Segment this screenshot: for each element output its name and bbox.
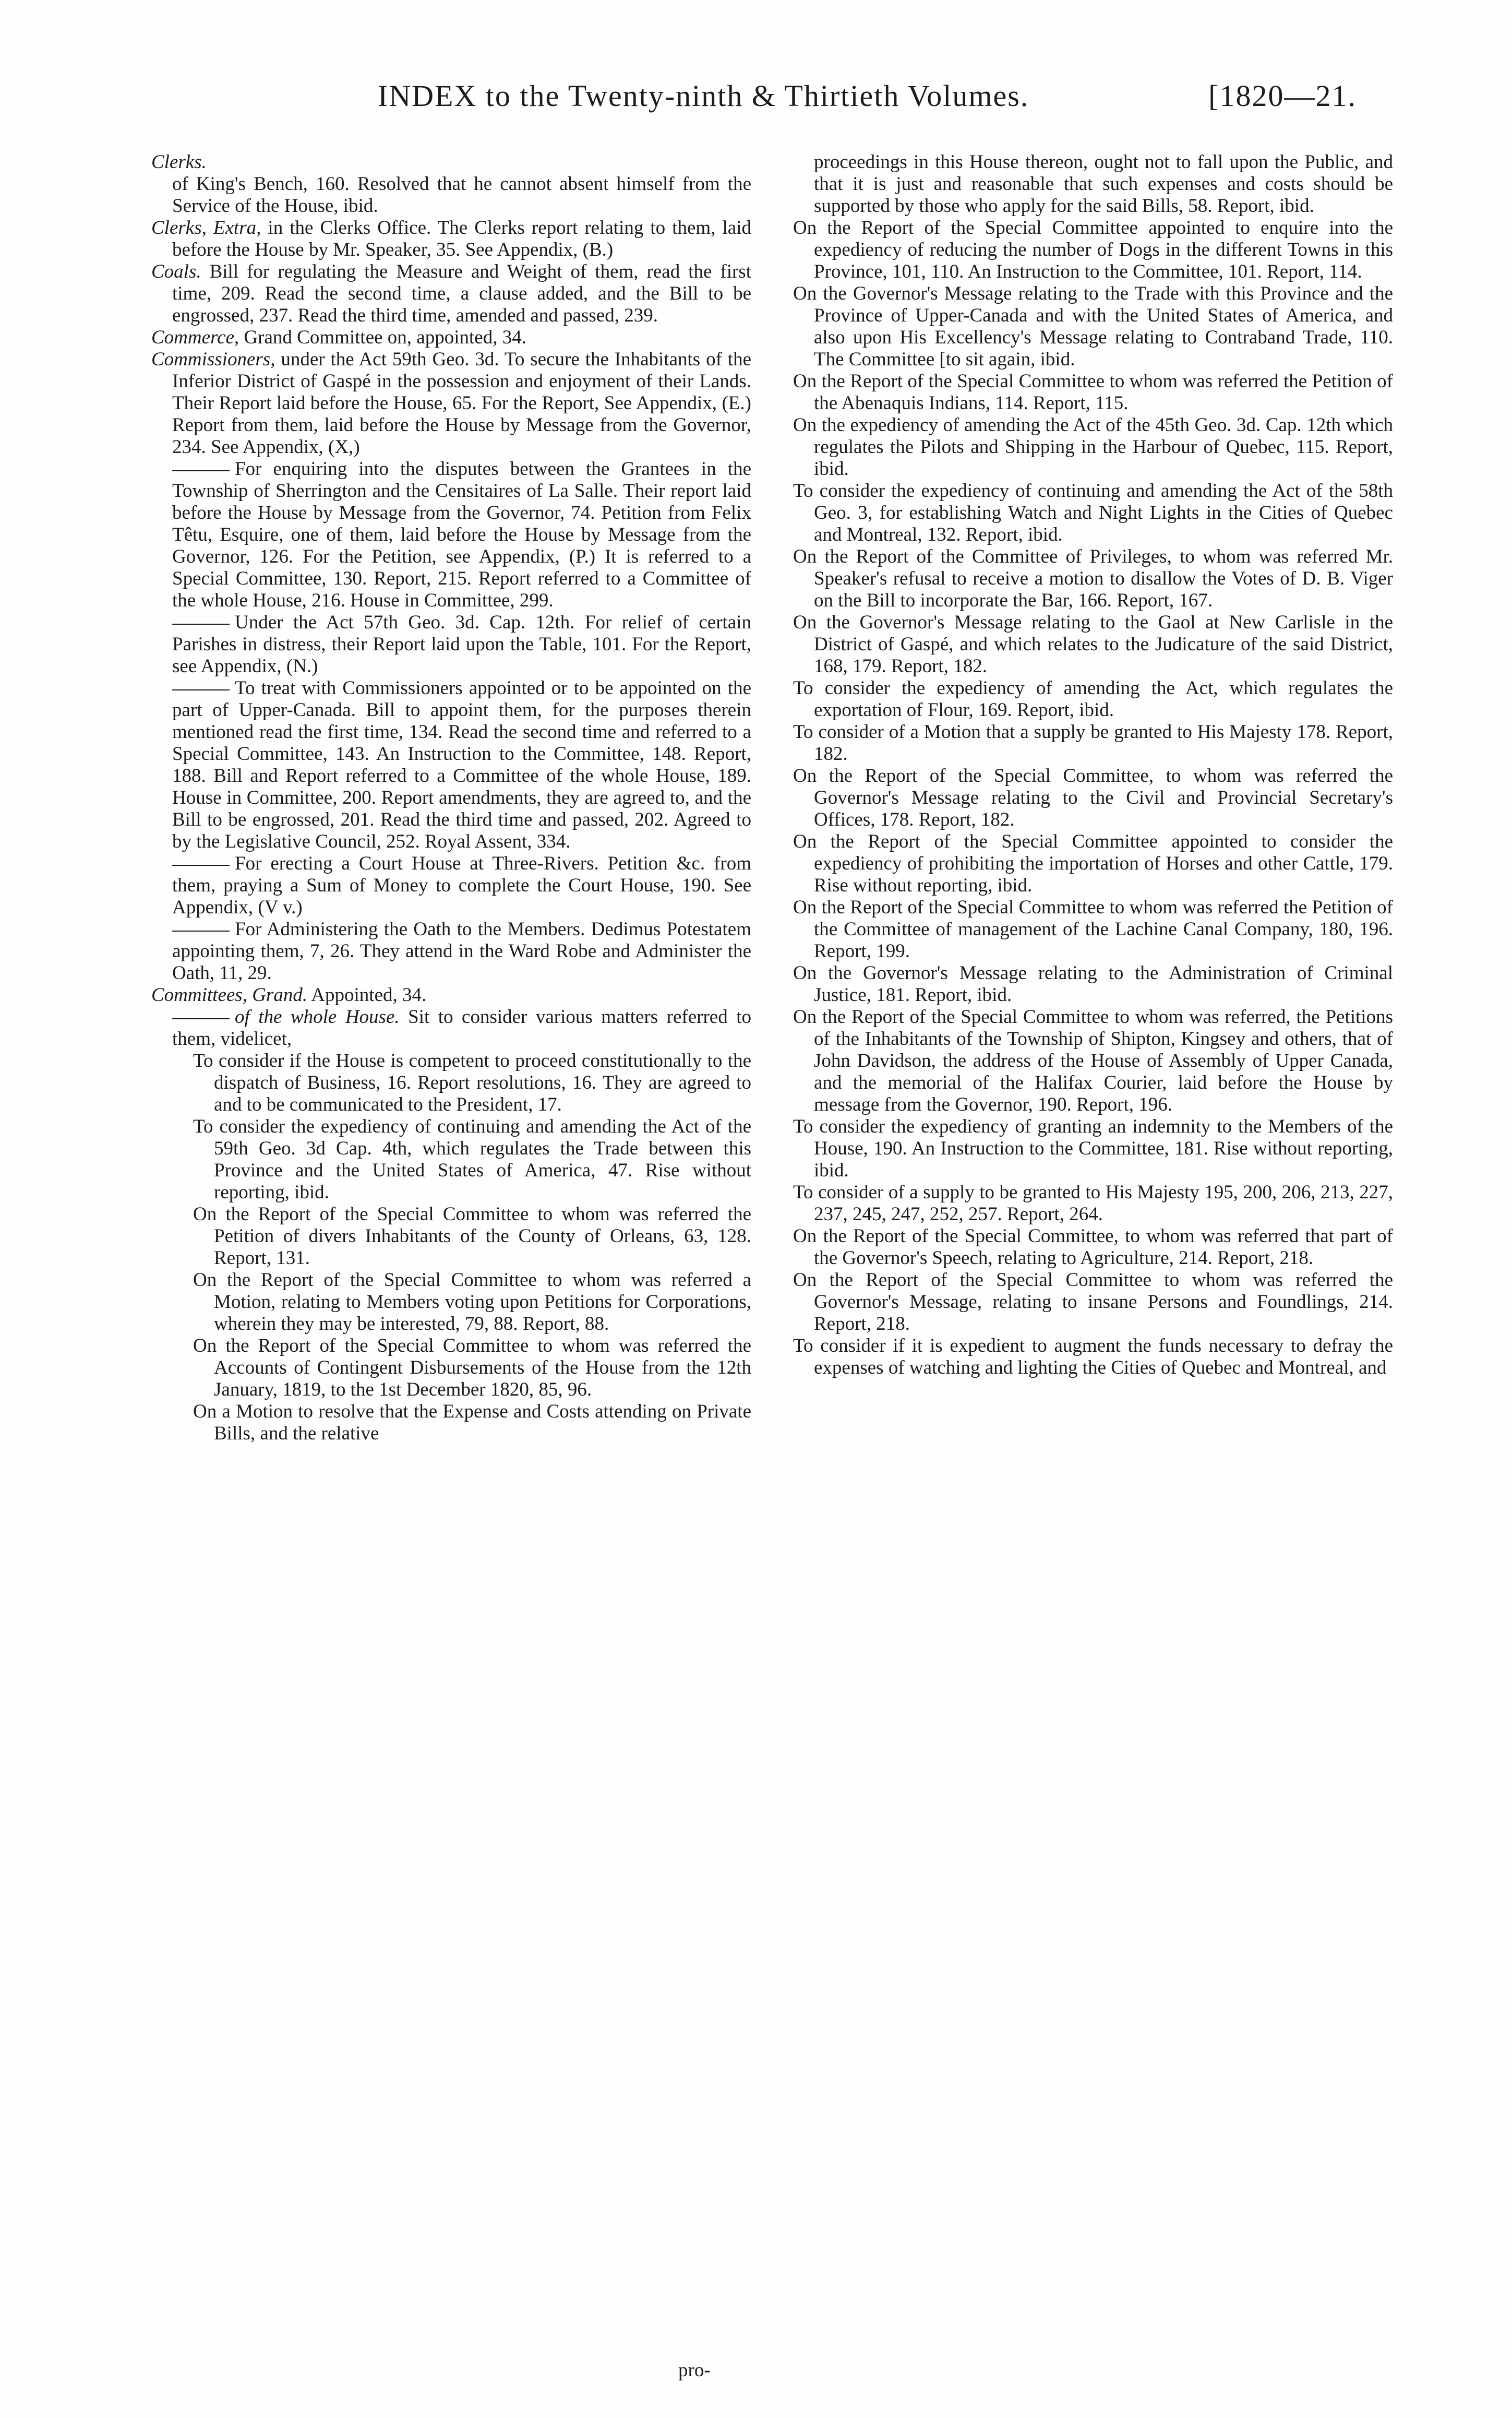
entry-text: On the Report of the Special Committee to whom was referred the Accounts of Contingent Disbursements of the House from the 12th January, 1819, to the 1st December 1820, 85, 96. <box>193 1335 751 1400</box>
index-entry: To consider the expediency of amending the Act, which regulates the exportation of Flour, 169. Report, ibid. <box>793 677 1393 721</box>
index-entry: On the Report of the Special Committee to whom was referred the Petition of the Abenaquis Indians, 114. Report, 115. <box>793 371 1393 414</box>
index-entry: To consider the expediency of continuing and amending the Act of the 58th Geo. 3, for establishing Watch and Night Lights in the Cities of Quebec and Montreal, 132. Report, ibid. <box>793 480 1393 545</box>
index-entry <box>151 1204 751 1269</box>
entry-heading: Clerks. <box>151 151 207 173</box>
entry-text: On a Motion to resolve that the Expense and Costs attending on Private Bills, and the relative <box>193 1401 751 1444</box>
index-entry <box>151 349 751 458</box>
index-entry <box>151 1050 751 1116</box>
index-entry <box>151 1335 751 1401</box>
index-entry: On the Report of the Committee of Privileges, to whom was referred Mr. Speaker's refusal to receive a motion to disallow the Votes of D. B. Viger on the Bill to incorporate the Bar, 166. Report, 167. <box>793 546 1393 611</box>
entry-heading: Coals. <box>151 261 201 282</box>
ditto-dash <box>172 865 230 866</box>
ditto-dash <box>172 624 230 625</box>
entry-text: To consider the expediency of continuing and amending the Act of the 59th Geo. 3d Cap. 4th, which regulates the Trade between this Province and the United States of America, 47. Rise without reporting, ibid. <box>193 1116 751 1203</box>
index-entry <box>151 261 751 327</box>
entry-text: To treat with Commissioners appointed or to be appointed on the part of Upper-Canada. Bill to appoint them, for the purposes therein mentioned read the first time, 134. Read the second time and referred to a Special Committee, 143. An Instruction to the Committee, 148. Report, 188. Bill and Report referred to a Committee of the whole House, 189. House in Committee, 200. Report amendments, they are agreed to, and the Bill to be engrossed, 201. Read the third time and passed, 202. Agreed to by the Legislative Council, 252. Royal Assent, 334. <box>172 677 751 852</box>
index-entry: On the Report of the Special Committee to whom was referred the Governor's Message, relating to insane Persons and Foundlings, 214. Report, 218. <box>793 1269 1393 1335</box>
index-entry <box>151 217 751 261</box>
entry-heading: of the whole House. <box>235 1006 400 1028</box>
entry-text: under the Act 59th Geo. 3d. To secure the Inhabitants of the Inferior District of Gaspé in the possession and enjoyment of their Lands. Their Report laid before the House, 65. For the Report, See Appendix, (E.) Report from them, laid before the House by Message from the Governor, 234. See Appendix, (X,) <box>172 349 751 458</box>
index-entry: On the Report of the Special Committee, to whom was referred the Governor's Message relating to the Civil and Provincial Secretary's Offices, 178. Report, 182. <box>793 765 1393 830</box>
entry-text: To consider if the House is competent to proceed constitutionally to the dispatch of Business, 16. Report resolutions, 16. They are agreed to and to be communicated to the President, 17. <box>193 1050 751 1115</box>
page-years: [1820—21. <box>1208 79 1357 113</box>
entry-heading: Commissioners, <box>151 349 275 370</box>
index-entry <box>151 677 751 853</box>
index-entry: On the Report of the Special Committee appointed to enquire into the expediency of reducing the number of Dogs in the different Towns in this Province, 101, 110. An Instruction to the Committee, 101. Report, 114. <box>793 217 1393 282</box>
entry-heading: Clerks, Extra, <box>151 217 261 239</box>
index-entry: To consider if it is expedient to augment the funds necessary to defray the expenses of watching and lighting the Cities of Quebec and Montreal, and <box>793 1335 1393 1378</box>
index-entry: On the Report of the Special Committee, to whom was referred that part of the Governor's Speech, relating to Agriculture, 214. Report, 218. <box>793 1225 1393 1269</box>
index-entry <box>151 1269 751 1335</box>
entry-text: Appointed, 34. <box>307 984 427 1006</box>
left-column <box>151 151 751 1445</box>
index-entry: To consider the expediency of granting an indemnity to the Members of the House, 190. An Instruction to the Committee, 181. Rise without reporting, ibid. <box>793 1116 1393 1181</box>
entry-text: On the Report of the Special Committee to whom was referred a Motion, relating to Members voting upon Petitions for Corporations, wherein they may be interested, 79, 88. Report, 88. <box>193 1269 751 1335</box>
entry-text: Grand Committee on, appointed, 34. <box>239 327 526 348</box>
entry-text: Bill for regulating the Measure and Weight of them, read the first time, 209. Read the second time, a clause added, and the Bill to be engrossed, 237. Read the third time, amended and passed, 239. <box>172 261 751 326</box>
index-entry: proceedings in this House thereon, ought not to fall upon the Public, and that it is just and reasonable that such expenses and costs should be supported by those who apply for the said Bills, 58. Report, ibid. <box>814 151 1393 217</box>
index-entry <box>151 151 751 173</box>
index-entry: On the Report of the Special Committee appointed to consider the expediency of prohibiting the importation of Horses and other Cattle, 179. Rise without reporting, ibid. <box>793 831 1393 896</box>
entry-heading: Committees, Grand. <box>151 984 308 1006</box>
index-entry <box>151 612 751 677</box>
index-entry: On the expediency of amending the Act of the 45th Geo. 3d. Cap. 12th which regulates the Pilots and Shipping in the Harbour of Quebec, 115. Report, ibid. <box>793 414 1393 480</box>
entry-text: For erecting a Court House at Three-Rivers. Petition &c. from them, praying a Sum of Money to complete the Court House, 190. See Appendix, (V v.) <box>172 853 751 918</box>
page-title: INDEX to the Twenty-ninth & Thirtieth Volumes. <box>377 79 1029 113</box>
entry-heading: Commerce, <box>151 327 239 348</box>
index-entry: To consider of a supply to be granted to His Majesty 195, 200, 206, 213, 227, 237, 245, 247, 252, 257. Report, 264. <box>793 1182 1393 1225</box>
entry-text: For enquiring into the disputes between the Grantees in the Township of Sherrington and the Censitaires of La Salle. Their report laid before the House by Message from the Governor, 74. Petition from Felix Têtu, Esquire, one of them, laid before the House by Message from the Governor, 126. For the Petition, see Appendix, (P.) It is referred to a Special Committee, 130. Report, 215. Report referred to a Committee of the whole House, 216. House in Committee, 299. <box>172 458 751 611</box>
index-entry <box>151 1116 751 1204</box>
index-entry: To consider of a Motion that a supply be granted to His Majesty 178. Report, 182. <box>793 721 1393 765</box>
right-column <box>793 151 1393 1379</box>
catchword: pro- <box>678 2360 711 2381</box>
index-entry <box>151 853 751 919</box>
entry-text: Sit to consider various matters referred to them, videlicet, <box>172 1006 752 1050</box>
index-entry: On the Governor's Message relating to the Administration of Criminal Justice, 181. Report, ibid. <box>793 962 1393 1006</box>
entry-text: in the Clerks Office. The Clerks report relating to them, laid before the House by Mr. Speaker, 35. See Appendix, (B.) <box>172 217 751 260</box>
index-entry: On the Report of the Special Committee to whom was referred, the Petitions of the Inhabitants of the Township of Shipton, Kingsey and others, that of John Davidson, the address of the House of Assembly of Upper Canada, and the memorial of the Halifax Courier, laid before the House by message from the Governor, 190. Report, 196. <box>793 1006 1393 1115</box>
entry-text: For Administering the Oath to the Members. Dedimus Potestatem appointing them, 7, 26. They attend in the Ward Robe and Administer the Oath, 11, 29. <box>172 919 751 984</box>
index-entry <box>151 919 751 984</box>
index-entry <box>151 1401 751 1445</box>
ditto-dash <box>172 470 230 471</box>
ditto-dash <box>172 689 230 690</box>
index-entry <box>151 173 751 217</box>
entry-text: On the Report of the Special Committee to whom was referred the Petition of divers Inhabitants of the County of Orleans, 63, 128. Report, 131. <box>193 1204 751 1269</box>
ditto-dash <box>172 931 230 932</box>
index-entry <box>151 458 751 612</box>
index-entry <box>151 327 751 349</box>
index-entry: On the Report of the Special Committee to whom was referred the Petition of the Committee of management of the Lachine Canal Company, 180, 196. Report, 199. <box>793 897 1393 962</box>
entry-text: of King's Bench, 160. Resolved that he cannot absent himself from the Service of the House, ibid. <box>172 173 751 217</box>
index-entry <box>151 984 751 1006</box>
ditto-dash <box>172 1018 230 1019</box>
page-header <box>219 78 1357 113</box>
index-entry: On the Governor's Message relating to the Trade with this Province and the Province of Upper-Canada and with the United States of America, and also upon His Excellency's Message relating to Contraband Trade, 110. The Committee [to sit again, ibid. <box>793 283 1393 370</box>
index-entry: On the Governor's Message relating to the Gaol at New Carlisle in the District of Gaspé, and which relates to the Judicature of the said District, 168, 179. Report, 182. <box>793 612 1393 677</box>
entry-text: Under the Act 57th Geo. 3d. Cap. 12th. For relief of certain Parishes in distress, their Report laid upon the Table, 101. For the Report, see Appendix, (N.) <box>172 612 751 677</box>
index-entry <box>151 1006 751 1050</box>
